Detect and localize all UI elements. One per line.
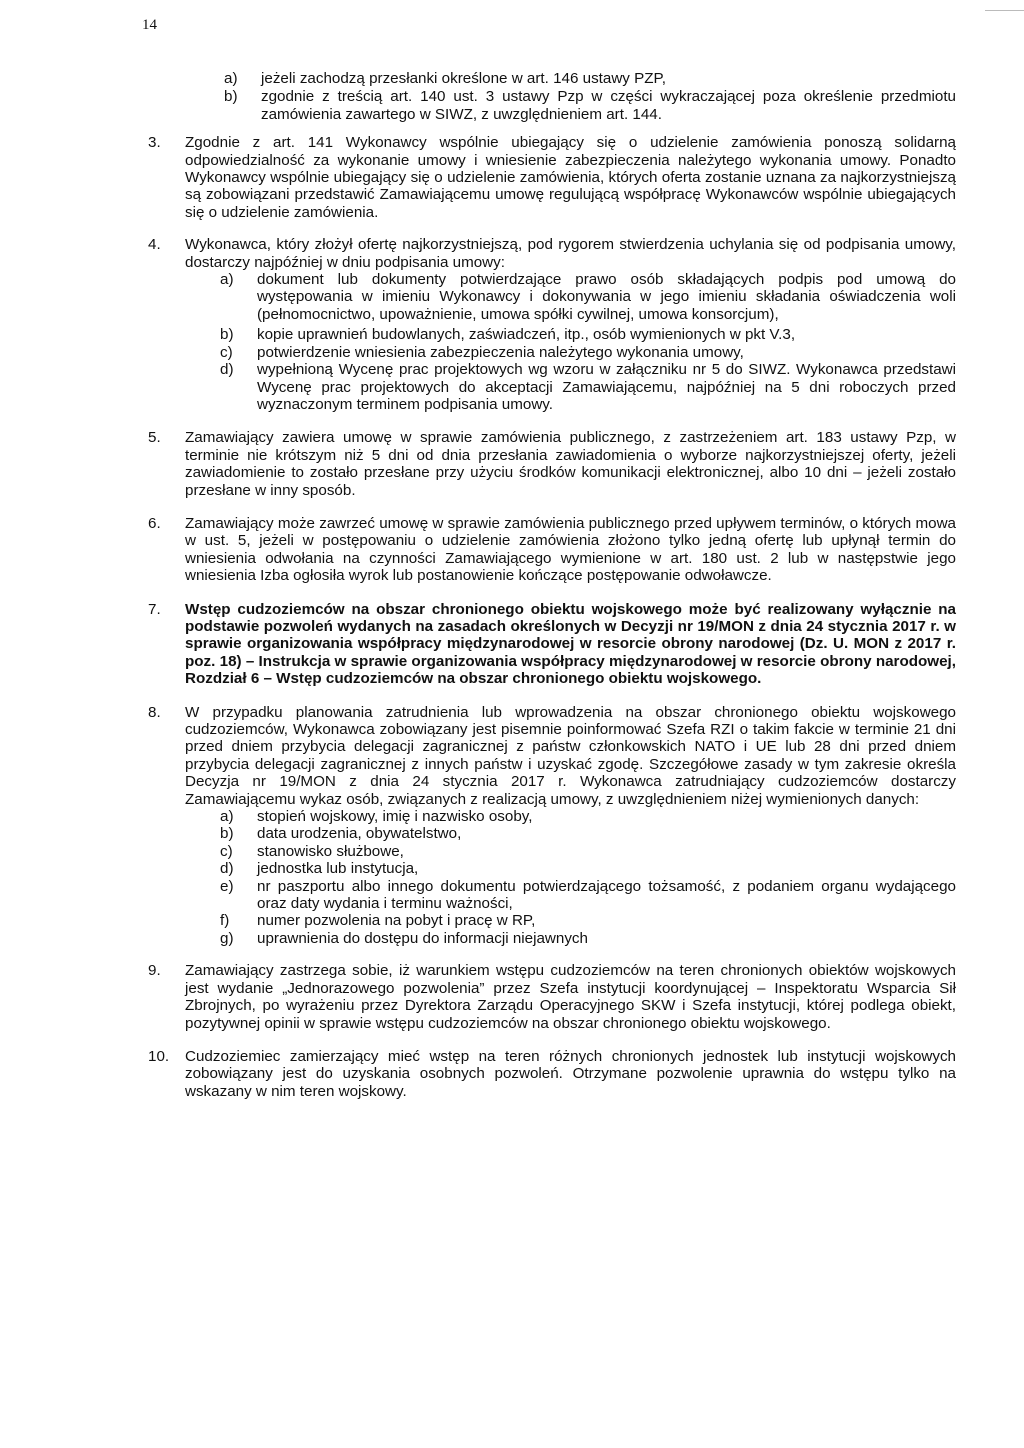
item-text: jednostka lub instytucja, xyxy=(257,860,419,878)
item-marker: a) xyxy=(224,70,238,87)
item-text: data urodzenia, obywatelstwo, xyxy=(257,825,462,843)
item-text: W przypadku planowania zatrudnienia lub wprowadzenia na obszar chronionego obiektu wojskowego cudzoziemców, Wykonawca zobowiązany jest pisemnie poinformować Szefa RZI o takim fakcie w terminie 21 dni przed dniem przybycia delegacji zagranicznej z państw członkowskich NATO i UE lub 28 dni przed dniem przybycia delegacji zagranicznej z innych państw i uzyskać zgodę. Szczegółowe zasady w tym zakresie określa Decyzja nr 19/MON z dnia 24 stycznia 2017 r. Wykonawca zatrudniający cudzoziemców dostarczy Zamawiającemu wykaz osób, związanych z realizacją umowy, z uwzględnieniem niżej wymienionych danych: xyxy=(185,703,956,808)
item-text: nr paszportu albo innego dokumentu potwierdzającego tożsamość, z podaniem organu wydającego oraz daty wydania i terminu ważności, xyxy=(257,877,956,913)
item-marker: g) xyxy=(220,929,234,947)
sub-item-1 xyxy=(224,88,956,123)
numbered-item-2 xyxy=(148,134,956,221)
item-text: Zgodnie z art. 141 Wykonawcy wspólnie ubiegający się o udzielenie zamówienia ponoszą solidarną odpowiedzialność za wykonanie umowy i wniesienie zabezpieczenia należytego wykonania umowy. Ponadto Wykonawcy wspólnie ubiegający się o udzielenie zamówienia, których oferta zostanie uznana za najkorzystniejszą są zobowiązani przedstawić Zamawiającemu umowę regulującą współpracę Wykonawców wspólnie ubiegających się o udzielenie zamówienia. xyxy=(185,134,956,221)
item-marker: b) xyxy=(220,825,234,843)
item-marker: a) xyxy=(220,808,234,826)
item-marker: 3. xyxy=(148,134,161,152)
item-marker: d) xyxy=(220,860,234,878)
numbered-item-11 xyxy=(148,704,956,808)
sub-item-18 xyxy=(220,930,956,947)
item-text: Wstęp cudzoziemców na obszar chronionego obiektu wojskowego może być realizowany wyłącznie na podstawie pozwoleń wydanych na zasadach określonych w Decyzji nr 19/MON z dnia 24 stycznia 2017 r. w sprawie organizowania współpracy międzynarodowej w resorcie obrony narodowej (Dz. U. MON z 2017 r. poz. 18) – Instrukcja w sprawie organizowania współpracy międzynarodowej w resorcie obrony narodowej, Rozdział 6 – Wstęp cudzoziemców na obszar chronionego obiektu wojskowego. xyxy=(185,600,956,688)
item-text: Wykonawca, który złożył ofertę najkorzystniejszą, pod rygorem stwierdzenia uchylania się od podpisania umowy, dostarczy najpóźniej w dniu podpisania umowy: xyxy=(185,236,956,271)
sub-item-15 xyxy=(220,860,956,877)
item-text: Cudzoziemiec zamierzający mieć wstęp na teren różnych chronionych jednostek lub instytucji wojskowych zobowiązany jest do uzyskania osobnych pozwoleń. Otrzymane pozwolenie uprawnia do wstępu tylko na wskazany w nim teren wojskowy. xyxy=(185,1047,956,1100)
sub-item-14 xyxy=(220,843,956,860)
numbered-item-3 xyxy=(148,236,956,271)
item-text: Zamawiający może zawrzeć umowę w sprawie zamówienia publicznego przed upływem terminów, o których mowa w ust. 5, jeżeli w postępowaniu o udzielenie zamówienia złożono tylko jedną ofertę lub upłynął termin do wniesienia odwołania na czynności Zamawiającego wymienione w art. 180 ust. 2 lub w następstwie jego wniesienia Izba ogłosiła wyrok lub postanowienie kończące postępowanie odwoławcze. xyxy=(185,514,956,585)
numbered-item-19 xyxy=(148,962,956,1032)
page-number: 14 xyxy=(142,17,157,33)
item-text: numer pozwolenia na pobyt i pracę w RP, xyxy=(257,912,536,930)
item-text: stanowisko służbowe, xyxy=(257,842,404,860)
item-text: Zamawiający zawiera umowę w sprawie zamówienia publicznego, z zastrzeżeniem art. 183 ustawy Pzp, w terminie nie krótszym niż 5 dni od dnia przesłania zawiadomienia o wyborze najkorzystniejszej oferty, jeżeli zawiadomienie to zostało przesłane przy użyciu środków komunikacji elektronicznej, albo 10 dni – jeżeli zostało przesłane w inny sposób. xyxy=(185,429,956,499)
item-marker: d) xyxy=(220,361,234,379)
item-marker: 4. xyxy=(148,236,161,254)
sub-item-13 xyxy=(220,825,956,842)
sub-item-7 xyxy=(220,361,956,413)
sub-item-0 xyxy=(224,70,924,87)
document-body xyxy=(148,70,956,1100)
sub-item-5 xyxy=(220,326,956,343)
numbered-item-10 xyxy=(148,601,956,688)
sub-item-16 xyxy=(220,878,956,913)
item-marker: b) xyxy=(220,326,234,344)
numbered-item-20 xyxy=(148,1048,956,1100)
item-text: potwierdzenie wniesienia zabezpieczenia należytego wykonania umowy, xyxy=(257,343,744,361)
sub-item-4 xyxy=(220,271,956,323)
sub-item-17 xyxy=(220,912,956,929)
item-text: jeżeli zachodzą przesłanki określone w art. 146 ustawy PZP, xyxy=(261,70,666,87)
item-text: Zamawiający zastrzega sobie, iż warunkiem wstępu cudzoziemców na teren chronionych obiektów wojskowych jest wydanie „Jednorazowego pozwolenia” przez Szefa instytucji koordynującej – Inspektoratu Wsparcia Sił Zbrojnych, po wyrażeniu przez Dyrektora Zarządu Operacyjnego SKW i Szefa instytucji, której podlega obiekt, pozytywnej opinii w sprawie wstępu cudzoziemców na obszar chronionego obiektu wojskowego. xyxy=(185,962,956,1032)
item-marker: 7. xyxy=(148,600,161,618)
item-marker: 8. xyxy=(148,703,161,721)
item-marker: 6. xyxy=(148,514,161,532)
item-marker: 5. xyxy=(148,429,161,447)
item-text: wypełnioną Wycenę prac projektowych wg wzoru w załączniku nr 5 do SIWZ. Wykonawca przedstawi Wycenę prac projektowych do akceptacji Zamawiającemu, najpóźniej na 5 dni roboczych przed wyznaczonym terminem podpisania umowy. xyxy=(257,361,956,413)
item-marker: f) xyxy=(220,912,230,930)
sub-item-12 xyxy=(220,808,956,825)
item-marker: 10. xyxy=(148,1047,170,1065)
numbered-item-8 xyxy=(148,429,956,499)
item-marker: e) xyxy=(220,877,234,895)
sub-item-6 xyxy=(220,344,956,361)
item-marker: c) xyxy=(220,842,233,860)
item-marker: a) xyxy=(220,271,234,289)
item-marker: 9. xyxy=(148,962,161,980)
item-text: stopień wojskowy, imię i nazwisko osoby, xyxy=(257,808,533,826)
item-text: kopie uprawnień budowlanych, zaświadczeń, itp., osób wymienionych w pkt V.3, xyxy=(257,326,796,344)
item-text: dokument lub dokumenty potwierdzające prawo osób składających podpis pod umową do występowania w imieniu Wykonawcy i dokonywania w jego imieniu składania oświadczenia woli (pełnomocnictwo, upoważnienie, umowa spółki cywilnej, umowa konsorcjum), xyxy=(257,271,956,323)
item-marker: b) xyxy=(224,88,238,106)
item-text: uprawnienia do dostępu do informacji niejawnych xyxy=(257,929,588,947)
item-marker: c) xyxy=(220,343,233,361)
item-text: zgodnie z treścią art. 140 ust. 3 ustawy Pzp w części wykraczającej poza określenie przedmiotu zamówienia zawartego w SIWZ, z uwzględnieniem art. 144. xyxy=(261,88,956,123)
top-edge-mark xyxy=(985,10,1024,11)
numbered-item-9 xyxy=(148,515,956,585)
